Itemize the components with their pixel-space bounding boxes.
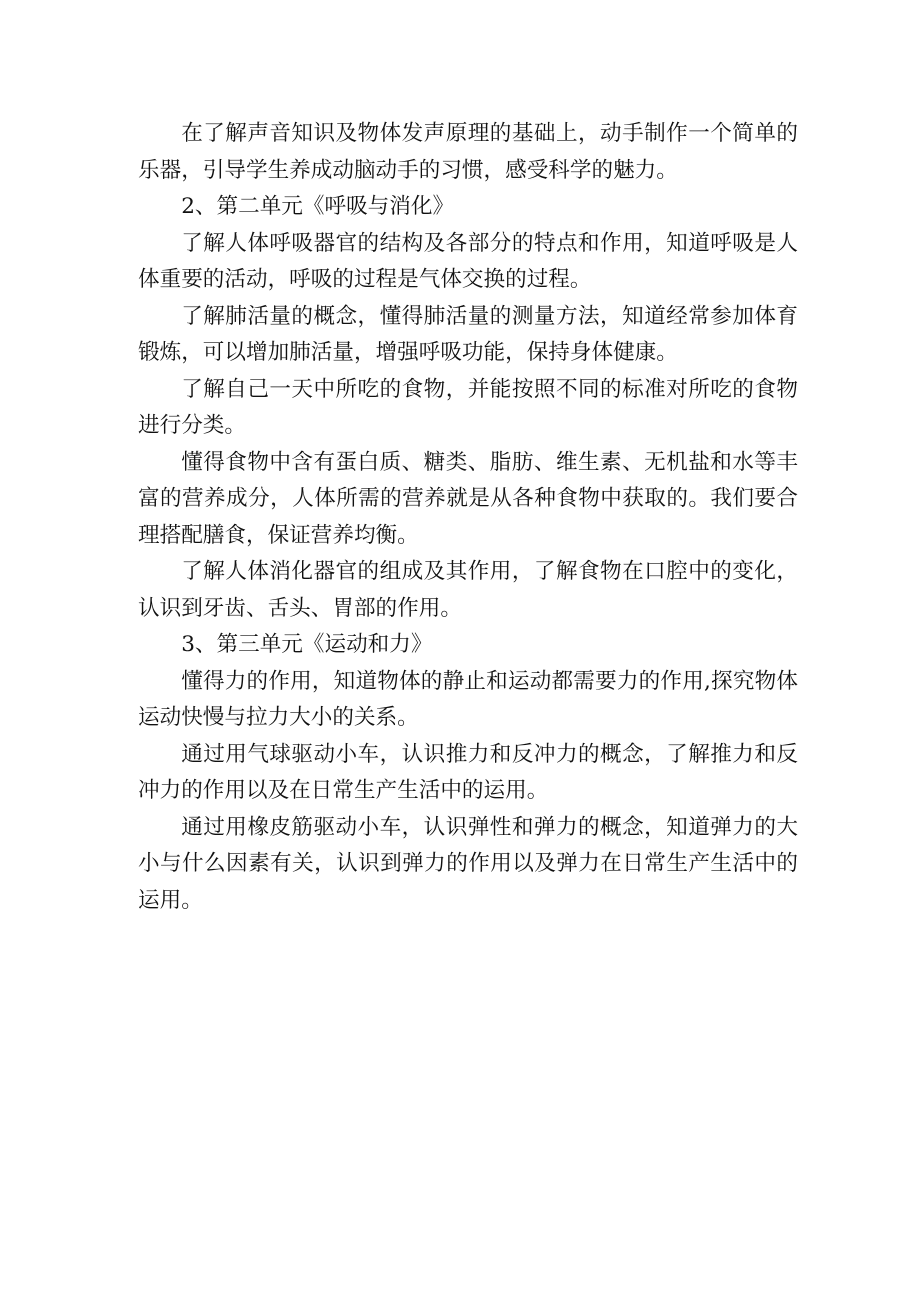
- paragraph-sound-instrument: 在了解声音知识及物体发声原理的基础上，动手制作一个简单的乐器，引导学生养成动脑动手的习惯，感受科学的魅力。: [138, 121, 798, 183]
- heading-unit-2: 2、第二单元《呼吸与消化》: [181, 194, 455, 219]
- paragraph-rubber-band-car: 通过用橡皮筋驱动小车，认识弹性和弹力的概念，知道弹力的大小与什么因素有关，认识到弹力的作用以及弹力在日常生产生活中的运用。: [138, 814, 798, 913]
- paragraph-respiratory-organs: 了解人体呼吸器官的结构及各部分的特点和作用，知道呼吸是人体重要的活动，呼吸的过程是气体交换的过程。: [138, 230, 798, 292]
- paragraph-force: 懂得力的作用，知道物体的静止和运动都需要力的作用,探究物体运动快慢与拉力大小的关系。: [138, 668, 798, 730]
- paragraph-nutrition: 懂得食物中含有蛋白质、糖类、脂肪、维生素、无机盐和水等丰富的营养成分，人体所需的营养就是从各种食物中获取的。我们要合理搭配膳食，保证营养均衡。: [138, 449, 798, 548]
- paragraph-lung-capacity: 了解肺活量的概念，懂得肺活量的测量方法，知道经常参加体育锻炼，可以增加肺活量，增强呼吸功能，保持身体健康。: [138, 303, 798, 365]
- document-page: [138, 116, 798, 919]
- paragraph-daily-food: 了解自己一天中所吃的食物，并能按照不同的标准对所吃的食物进行分类。: [138, 376, 798, 438]
- paragraph-digestive-organs: 了解人体消化器官的组成及其作用，了解食物在口腔中的变化，认识到牙齿、舌头、胃部的作用。: [138, 559, 798, 621]
- paragraph-balloon-car: 通过用气球驱动小车，认识推力和反冲力的概念，了解推力和反冲力的作用以及在日常生产生活中的运用。: [138, 741, 798, 803]
- heading-unit-3: 3、第三单元《运动和力》: [181, 632, 433, 657]
